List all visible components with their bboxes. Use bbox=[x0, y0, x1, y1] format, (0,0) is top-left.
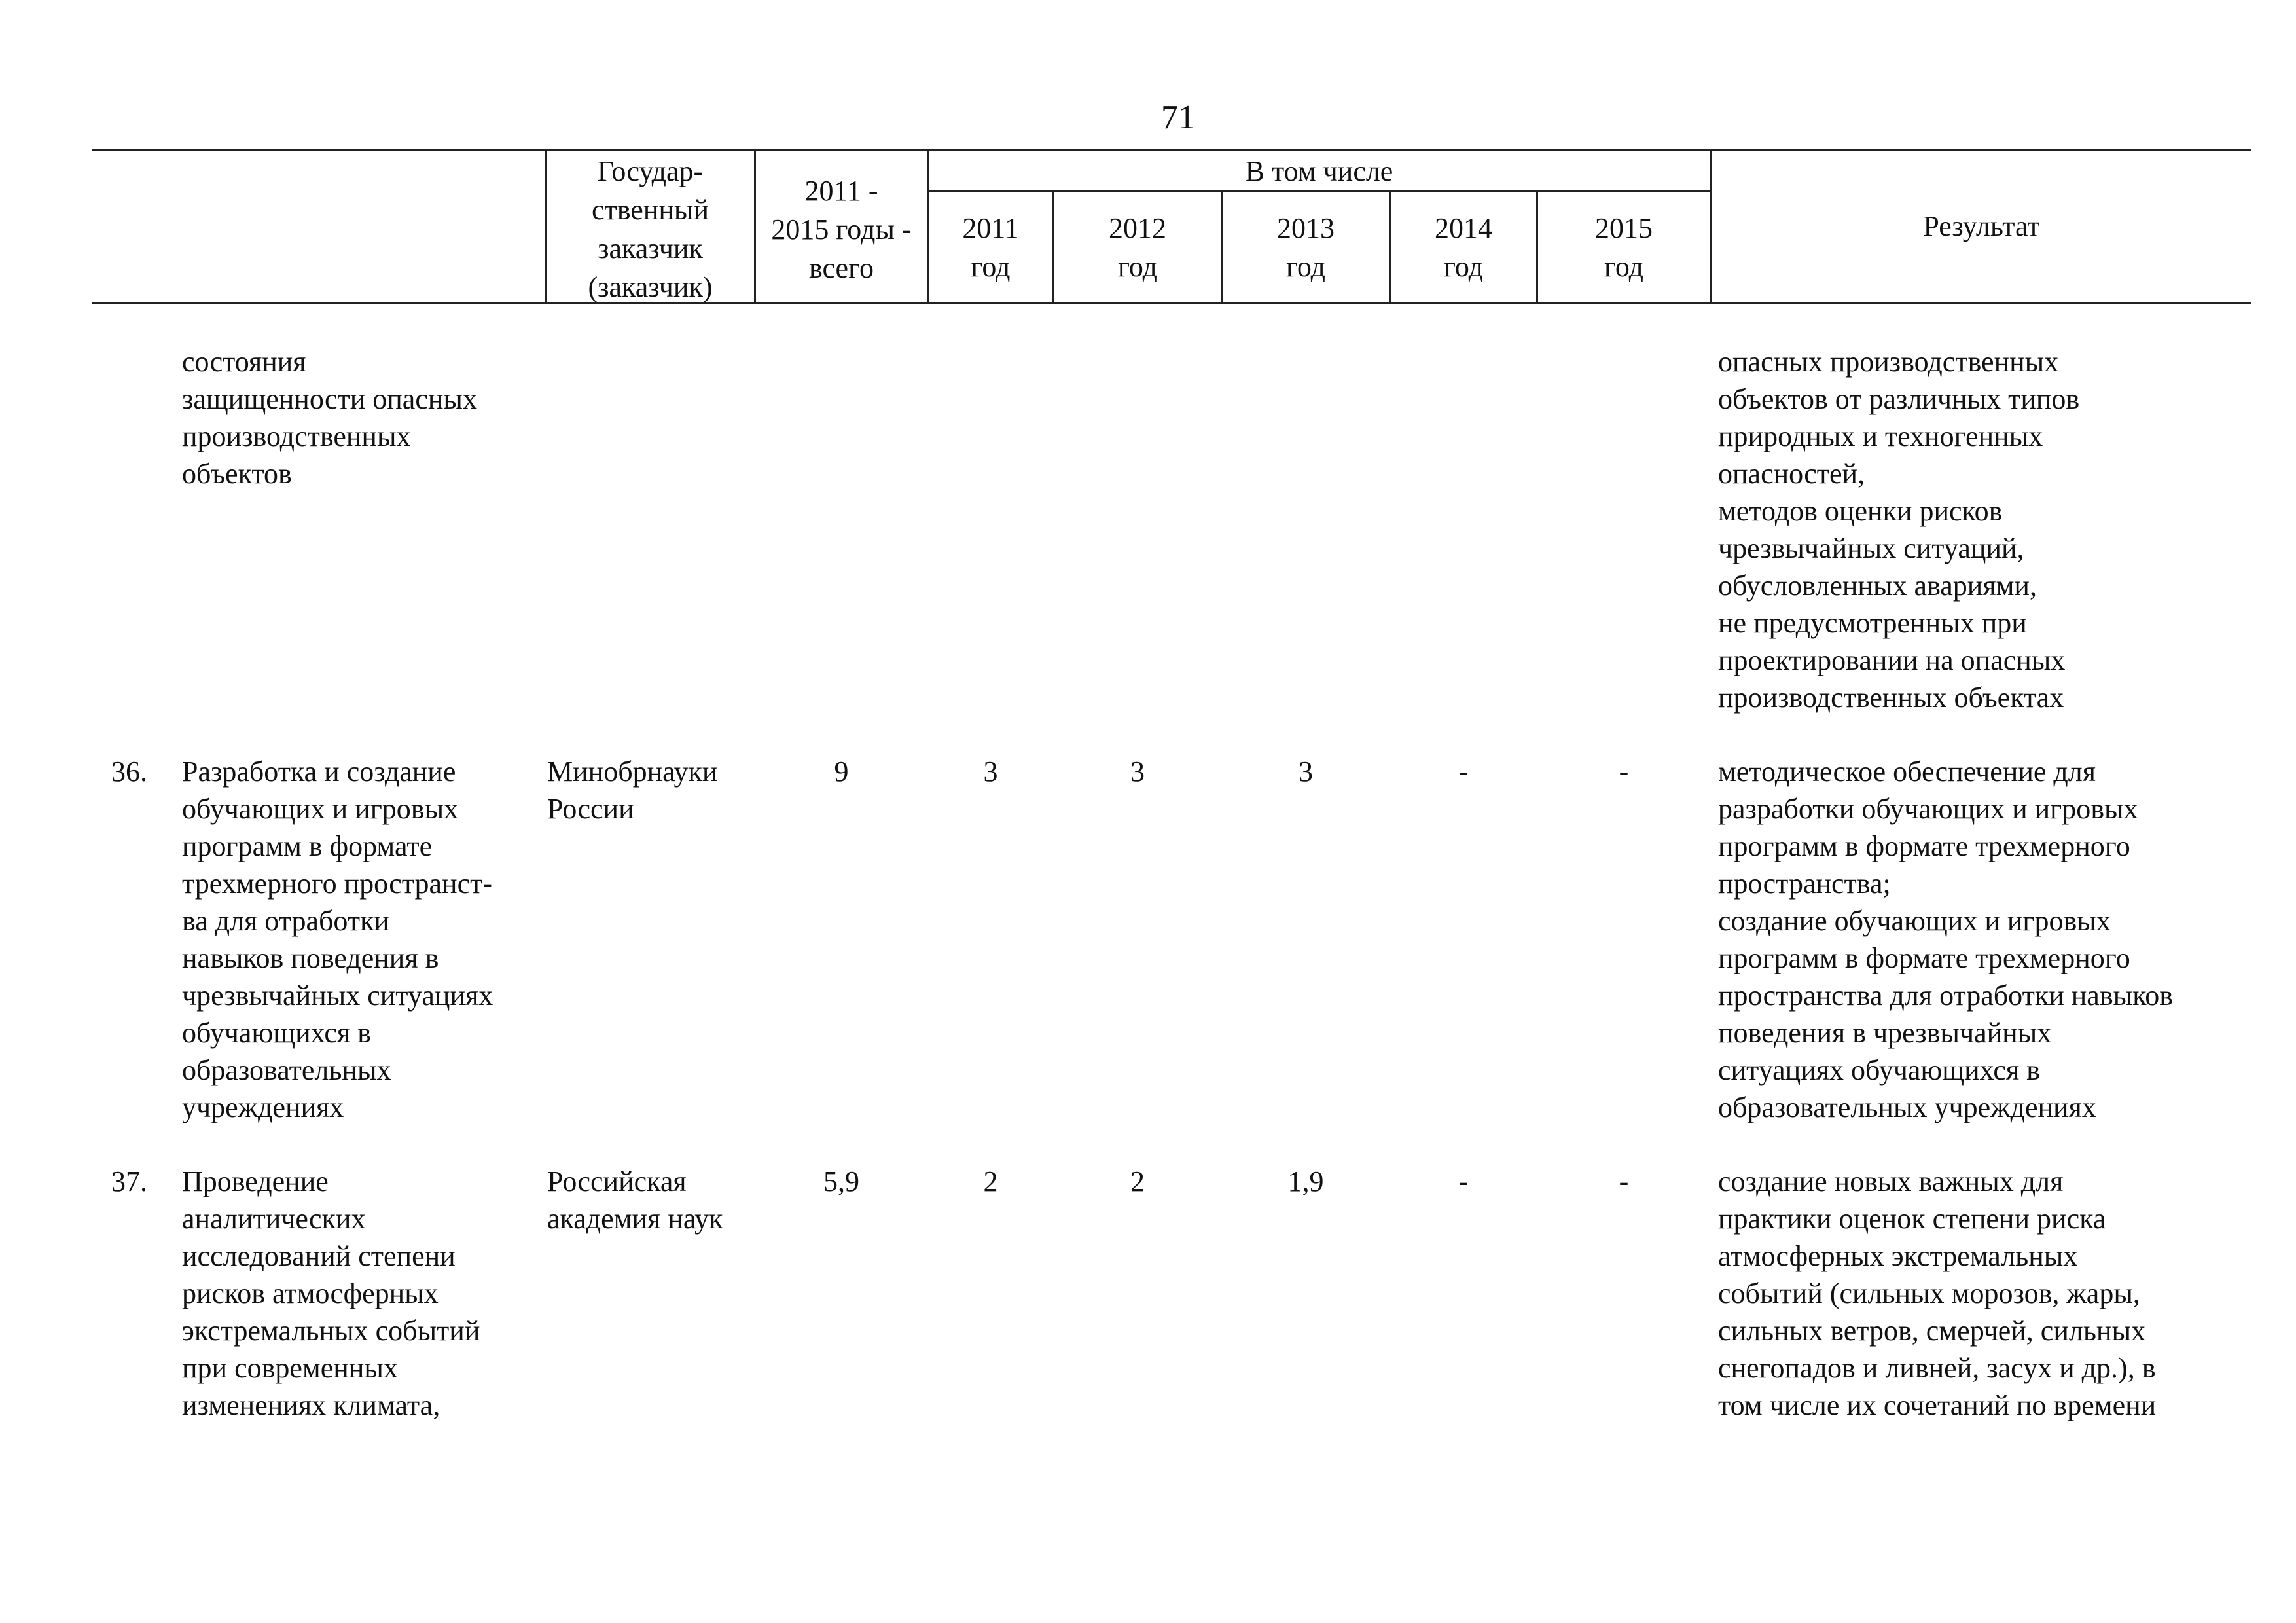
row-36-2013: 3 bbox=[1299, 756, 1313, 788]
row-36-customer: Минобрнауки России bbox=[547, 756, 718, 825]
page-number: 71 bbox=[1161, 99, 1195, 136]
row-37-2014: - bbox=[1458, 1165, 1469, 1197]
header-top-rule bbox=[92, 149, 2251, 151]
header-year-2011: 2011 год bbox=[962, 212, 1019, 283]
row-36-2015: - bbox=[1619, 756, 1629, 788]
row-37-number: 37. bbox=[111, 1165, 147, 1197]
row-37-total: 5,9 bbox=[823, 1165, 859, 1197]
row-36-2014: - bbox=[1458, 756, 1469, 788]
row-37-2012: 2 bbox=[1130, 1165, 1145, 1197]
row-36-2012: 3 bbox=[1130, 756, 1145, 788]
row-37-name: Проведение аналитических исследований степени рисков атмосферных экстремальных событий при современных изменениях климата, bbox=[182, 1165, 480, 1421]
row-36-total: 9 bbox=[834, 756, 849, 788]
row-37-result: создание новых важных для практики оценок степени риска атмосферных экстремальных событий (сильных морозов, жары, сильных ветров, смерчей, сильных снегопадов и ливней, засух и др.), в том числе их сочетаний по времени bbox=[1718, 1165, 2157, 1421]
header-year-2012: 2012 год bbox=[1109, 212, 1166, 283]
row-37-2015: - bbox=[1619, 1165, 1629, 1197]
continuation-name: состояния защищенности опасных производственных объектов bbox=[182, 346, 477, 490]
header-result: Результат bbox=[1923, 210, 2040, 242]
header-bottom-rule bbox=[92, 302, 2251, 304]
header-including: В том числе bbox=[1245, 155, 1393, 187]
continuation-result: опасных производственных объектов от различных типов природных и техногенных опасностей, методов оценки рисков чрезвычайных ситуаций, обусловленных авариями, не предусмотренных при проектировании на опасных производственных объектах bbox=[1718, 346, 2080, 714]
row-36-number: 36. bbox=[111, 756, 147, 788]
row-37-2013: 1,9 bbox=[1287, 1165, 1324, 1197]
header-total: 2011 - 2015 годы - всего bbox=[771, 175, 912, 284]
header-year-2013: 2013 год bbox=[1277, 212, 1335, 283]
row-36-result: методическое обеспечение для разработки обучающих и игровых программ в формате трехмерного пространства; создание обучающих и игровых программ в формате трехмерного пространства для отработки навыков поведения в чрезвычайных ситуациях обучающихся в образовательных учреждениях bbox=[1718, 756, 2174, 1123]
row-36-name: Разработка и создание обучающих и игровых программ в формате трехмерного пространст- ва для отработки навыков поведения в чрезвычайных ситуациях обучающихся в образовательных учреждениях bbox=[182, 756, 493, 1123]
header-customer: Государ- ственный заказчик (заказчик) bbox=[588, 155, 713, 303]
header-year-2014: 2014 год bbox=[1435, 212, 1492, 283]
row-37-customer: Российская академия наук bbox=[547, 1165, 723, 1235]
row-37-2011: 2 bbox=[983, 1165, 998, 1197]
header-year-2015: 2015 год bbox=[1595, 212, 1653, 283]
row-36-2011: 3 bbox=[983, 756, 998, 788]
